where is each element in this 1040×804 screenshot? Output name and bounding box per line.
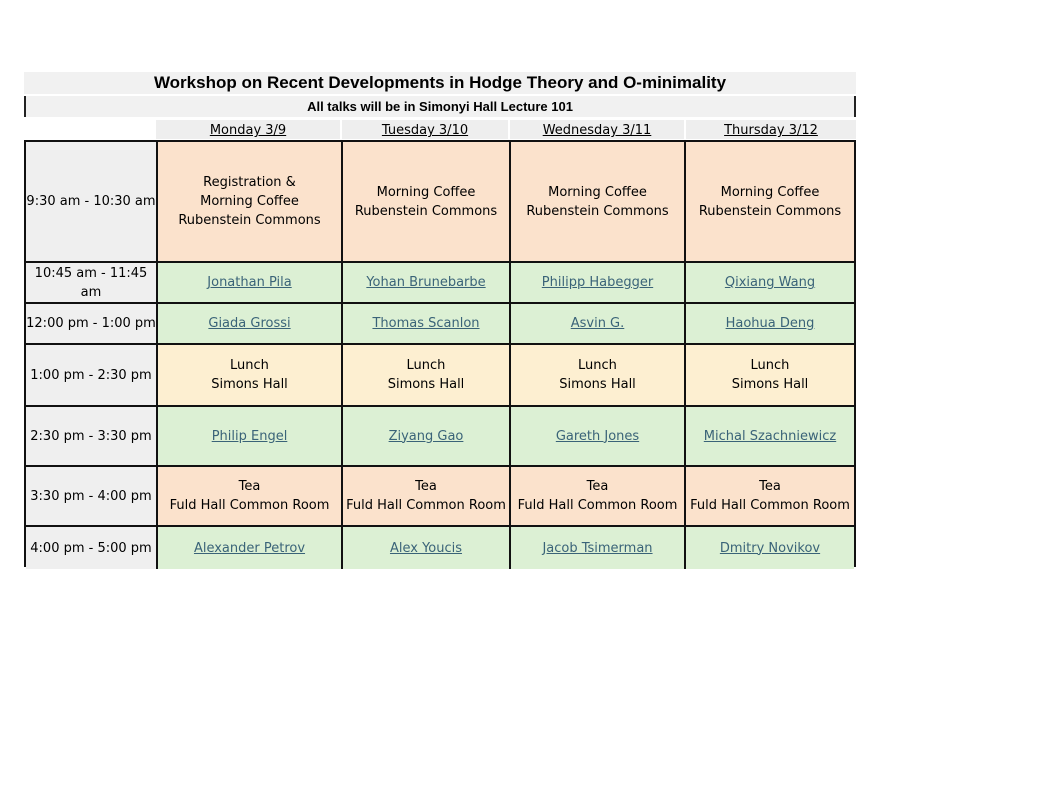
- day-header-row: [24, 120, 856, 139]
- event-text: Tea: [415, 479, 437, 494]
- talk-cell-wednesday: [511, 263, 686, 304]
- speaker-link[interactable]: Dmitry Novikov: [719, 540, 821, 556]
- time-slot-label: 2:30 pm - 3:30 pm: [30, 428, 152, 444]
- event-text: Simons Hall: [731, 377, 809, 392]
- talk-cell-thursday: [686, 304, 854, 345]
- event-text: Lunch: [406, 358, 446, 373]
- event-text: Fuld Hall Common Room: [169, 498, 330, 513]
- event-text: Fuld Hall Common Room: [690, 498, 850, 513]
- event-text: Lunch: [230, 358, 269, 373]
- event-cell-wednesday: [511, 467, 686, 527]
- day-header-monday: Monday 3/9: [156, 120, 340, 139]
- day-header-thursday: Thursday 3/12: [686, 120, 856, 139]
- event-text: Simons Hall: [387, 377, 465, 392]
- speaker-link[interactable]: Alex Youcis: [389, 540, 463, 556]
- event-cell-monday: [158, 345, 343, 407]
- speaker-link[interactable]: Asvin G.: [570, 316, 625, 331]
- talk-cell-tuesday: [343, 304, 511, 345]
- speaker-link[interactable]: Philipp Habegger: [541, 275, 654, 290]
- event-text: Simons Hall: [211, 377, 288, 392]
- day-header-wednesday: Wednesday 3/11: [510, 120, 684, 139]
- event-text: Morning Coffee: [720, 184, 820, 200]
- day-header-tuesday: Tuesday 3/10: [342, 120, 508, 139]
- event-text: Fuld Hall Common Room: [346, 498, 506, 513]
- event-text: Registration &: [203, 175, 296, 190]
- event-cell-monday: [158, 467, 343, 527]
- talk-cell-wednesday: [511, 407, 686, 467]
- event-text: Lunch: [750, 358, 790, 373]
- event-text: Tea: [238, 479, 261, 494]
- event-text: Simons Hall: [559, 377, 636, 392]
- time-slot-cell: [26, 304, 158, 345]
- event-cell-tuesday: [343, 345, 511, 407]
- speaker-link[interactable]: Philip Engel: [211, 428, 288, 444]
- schedule-table: [24, 140, 856, 567]
- page-title: Workshop on Recent Developments in Hodge Theory and O-minimality: [24, 72, 856, 94]
- time-slot-label: 10:45 am - 11:45 am: [34, 265, 148, 300]
- time-slot-cell: [26, 407, 158, 467]
- talk-cell-monday: [158, 263, 343, 304]
- event-cell-thursday: [686, 142, 854, 263]
- speaker-link[interactable]: Qixiang Wang: [724, 275, 816, 290]
- time-slot-label: 4:00 pm - 5:00 pm: [30, 540, 152, 556]
- speaker-link[interactable]: Yohan Brunebarbe: [366, 275, 486, 290]
- speaker-link[interactable]: Jonathan Pila: [207, 275, 292, 290]
- time-slot-cell: [26, 345, 158, 407]
- event-text: Rubenstein Commons: [526, 203, 669, 219]
- event-text: Morning Coffee: [548, 184, 647, 200]
- event-text: Morning Coffee: [376, 184, 476, 200]
- event-text: Lunch: [578, 358, 617, 373]
- talk-cell-monday: [158, 527, 343, 569]
- talk-cell-thursday: [686, 263, 854, 304]
- speaker-link[interactable]: Jacob Tsimerman: [542, 540, 653, 556]
- event-text: Rubenstein Commons: [698, 203, 842, 219]
- event-cell-monday: [158, 142, 343, 263]
- talk-cell-tuesday: [343, 527, 511, 569]
- talk-cell-wednesday: [511, 304, 686, 345]
- time-slot-label: 12:00 pm - 1:00 pm: [26, 316, 156, 331]
- event-text: Morning Coffee: [200, 194, 299, 209]
- event-cell-tuesday: [343, 467, 511, 527]
- speaker-link[interactable]: Michal Szachniewicz: [703, 428, 837, 444]
- event-cell-thursday: [686, 345, 854, 407]
- speaker-link[interactable]: Ziyang Gao: [388, 428, 464, 444]
- talk-cell-thursday: [686, 407, 854, 467]
- event-text: Rubenstein Commons: [178, 213, 321, 228]
- talk-cell-thursday: [686, 527, 854, 569]
- time-slot-cell: [26, 263, 158, 304]
- event-cell-wednesday: [511, 142, 686, 263]
- talk-cell-tuesday: [343, 407, 511, 467]
- event-cell-tuesday: [343, 142, 511, 263]
- time-slot-label: 1:00 pm - 2:30 pm: [30, 367, 152, 383]
- time-slot-label: 9:30 am - 10:30 am: [26, 194, 156, 209]
- speaker-link[interactable]: Haohua Deng: [725, 316, 815, 331]
- event-text: Rubenstein Commons: [354, 203, 498, 219]
- event-cell-thursday: [686, 467, 854, 527]
- event-text: Tea: [759, 479, 781, 494]
- time-slot-label: 3:30 pm - 4:00 pm: [30, 488, 152, 504]
- event-cell-wednesday: [511, 345, 686, 407]
- talk-cell-wednesday: [511, 527, 686, 569]
- speaker-link[interactable]: Giada Grossi: [208, 316, 291, 331]
- location-note: All talks will be in Simonyi Hall Lecture 101: [24, 96, 856, 117]
- event-text: Tea: [586, 479, 609, 494]
- speaker-link[interactable]: Alexander Petrov: [193, 540, 306, 556]
- time-slot-cell: [26, 467, 158, 527]
- speaker-link[interactable]: Gareth Jones: [555, 428, 640, 444]
- speaker-link[interactable]: Thomas Scanlon: [372, 316, 480, 331]
- event-text: Fuld Hall Common Room: [517, 498, 678, 513]
- talk-cell-monday: [158, 304, 343, 345]
- talk-cell-monday: [158, 407, 343, 467]
- time-slot-cell: [26, 527, 158, 569]
- talk-cell-tuesday: [343, 263, 511, 304]
- time-slot-cell: [26, 142, 158, 263]
